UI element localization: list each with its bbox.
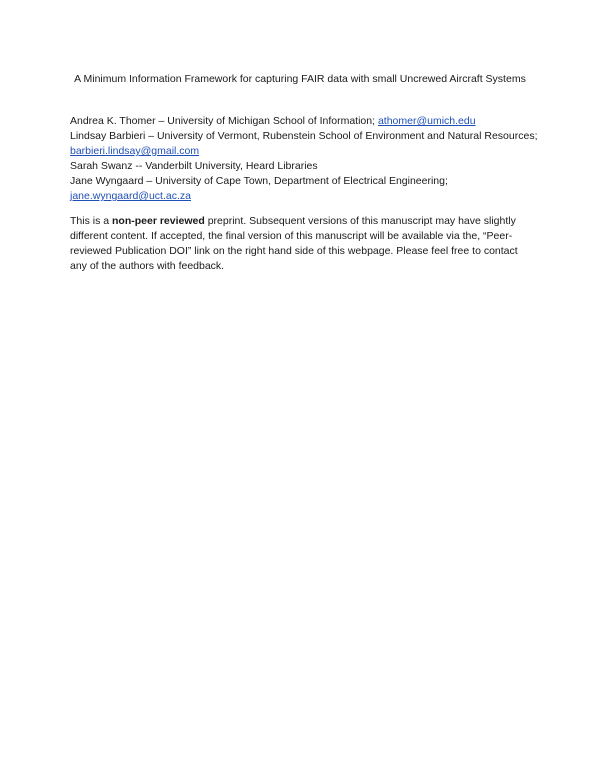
author-entry-thomer — [70, 114, 540, 129]
email-link-wyngaard[interactable]: jane.wyngaard@uct.ac.za — [70, 190, 191, 202]
notice-prefix: This is a — [70, 215, 113, 227]
author-affiliation: Andrea K. Thomer – University of Michigan School of Information; — [70, 115, 378, 127]
email-link-barbieri[interactable]: barbieri.lindsay@gmail.com — [70, 145, 200, 157]
paper-title: A Minimum Information Framework for capturing FAIR data with small Uncrewed Aircraft Systems — [74, 73, 526, 85]
author-affiliation: Lindsay Barbieri – University of Vermont, Rubenstein School of Environment and Natural Resources; — [70, 130, 538, 142]
author-list — [70, 114, 540, 204]
author-entry-swanz — [70, 159, 540, 174]
notice-bold-label: non-peer reviewed — [112, 215, 205, 227]
author-affiliation: Jane Wyngaard – University of Cape Town, Department of Electrical Engineering; — [70, 175, 448, 187]
notice-suffix: preprint. Subsequent versions of this manuscript may have slightly different content. If accepted, the final version of this manuscript will be available via the, “Peer-reviewed Publication DOI” link on the right hand side of this webpage. Please feel free to contact any of the authors with feedback. — [70, 215, 518, 272]
email-link-thomer[interactable]: athomer@umich.edu — [377, 115, 476, 127]
preprint-notice — [70, 214, 532, 274]
author-affiliation: Sarah Swanz -- Vanderbilt University, Heard Libraries — [70, 160, 318, 172]
author-entry-barbieri — [70, 129, 540, 159]
author-entry-wyngaard — [70, 174, 540, 204]
